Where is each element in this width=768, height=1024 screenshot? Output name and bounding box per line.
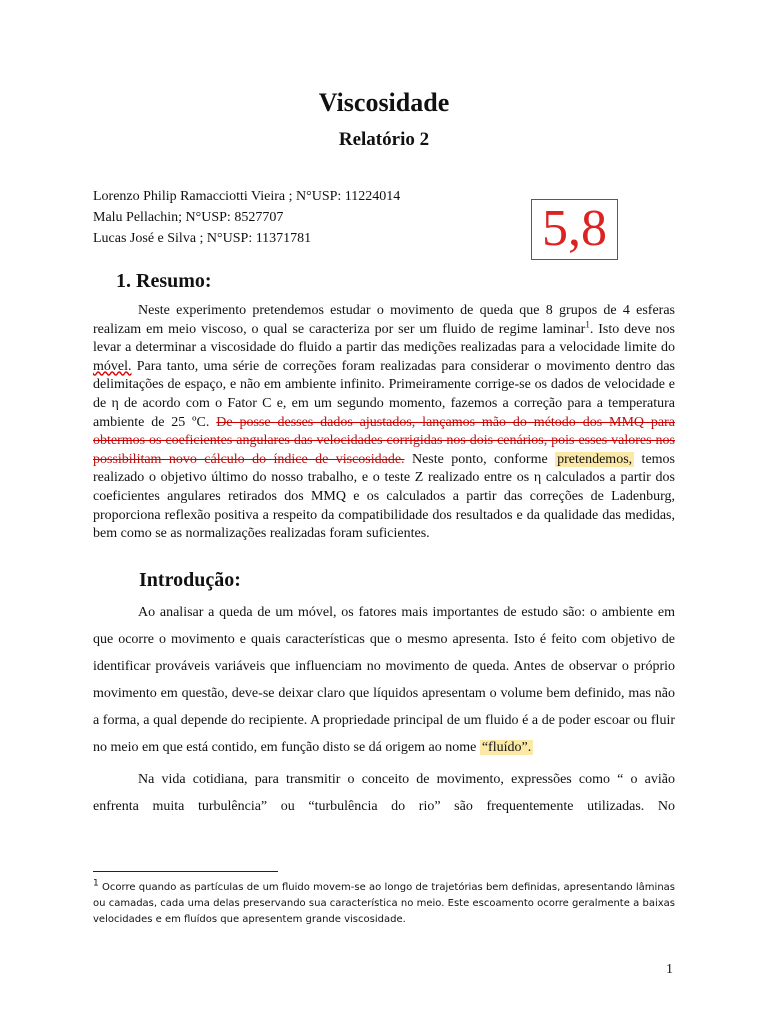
- author-line: Lorenzo Philip Ramacciotti Vieira ; N°USP: 11224014: [93, 189, 401, 204]
- resumo-text: Para tanto, uma série de correções foram realizadas para considerar o movimento dentro das delimitações de espaço, e não em ambiente infinito. Primeiramente corrige-se os dados de velocidade e de η de acordo com o Fator C e, em um segundo momento, fazemos a correção para a temperatura ambiente de 25 ºC.: [93, 358, 675, 430]
- highlighted-word: “fluído”.: [481, 740, 532, 756]
- document-subtitle: Relatório 2: [338, 129, 430, 150]
- introducao-body: [93, 599, 675, 820]
- footnote-separator: [93, 871, 278, 872]
- grade-stamp: 5,8: [531, 199, 618, 260]
- document-title: Viscosidade: [318, 88, 450, 117]
- footnote: [93, 880, 675, 928]
- section-heading-introducao: Introdução:: [139, 569, 241, 591]
- footnote-reference[interactable]: 1: [585, 318, 590, 329]
- struck-through-text: De posse desses dados ajustados, lançamos mão do método dos MMQ para obtermos os coeficientes angulares das velocidades corrigidas nos dois cenários, pois esses valores nos possibilitam novo cálculo do índice de viscosidade.: [93, 414, 676, 467]
- footnote-marker: 1: [93, 878, 99, 889]
- highlighted-word: pretendemos,: [557, 451, 633, 467]
- resumo-paragraph: [93, 302, 675, 544]
- author-line: Lucas José e Silva ; N°USP: 11371781: [93, 231, 312, 246]
- introducao-paragraph: [93, 599, 675, 762]
- resumo-text: . Isto deve nos levar a determinar a viscosidade do fluido a partir das medições realizadas para a velocidade limite do: [93, 321, 675, 356]
- author-line: Malu Pellachin; N°USP: 8527707: [93, 210, 284, 225]
- resumo-text: temos realizado o objetivo último do nosso trabalho, e o teste Z realizado entre os η calculados a partir dos coeficientes angulares retirados dos MMQ e os calculados a partir das correções de Ladenburg, proporciona reflexão positiva a respeito da compatibilidade dos resultados e da qualidade das medidas, bem como se as normalizações realizadas foram suficientes.: [93, 451, 675, 542]
- section-heading-resumo: 1. Resumo:: [116, 270, 212, 292]
- introducao-text: Ao analisar a queda de um móvel, os fatores mais importantes de estudo são: o ambiente em que ocorre o movimento e quais características que o mesmo apresenta. Isto é feito com objetivo de identificar prováveis variáveis que influenciam no movimento de queda. Antes de observar o próprio movimento em questão, deve-se deixar claro que líquidos apresentam o volume bem definido, mas não a forma, a qual depende do recipiente. A propriedade principal de um fluido é a de poder escoar ou fluir no meio em que está contido, em função disto se dá origem ao nome: [93, 605, 675, 756]
- resumo-text: Neste experimento pretendemos estudar o movimento de queda que 8 grupos de 4 esferas realizam em meio viscoso, o qual se caracteriza por ser um fluido de regime laminar: [93, 303, 675, 337]
- spellcheck-flagged-word[interactable]: móvel.: [93, 358, 132, 374]
- introducao-paragraph: Na vida cotidiana, para transmitir o conceito de movimento, expressões como “ o avião enfrenta muita turbulência” ou “turbulência do rio” são frequentemente utilizadas. No: [93, 771, 675, 814]
- resumo-text: Neste ponto, conforme: [404, 451, 556, 467]
- footnote-text: Ocorre quando as partículas de um fluido movem-se ao longo de trajetórias bem definidas, apresentando lâminas ou camadas, cada uma delas preservando sua característica no meio. Este escoamento ocorre geralmente a baixas velocidades e em fluídos que apresentem grande viscosidade.: [93, 882, 675, 925]
- page-number: 1: [666, 962, 673, 977]
